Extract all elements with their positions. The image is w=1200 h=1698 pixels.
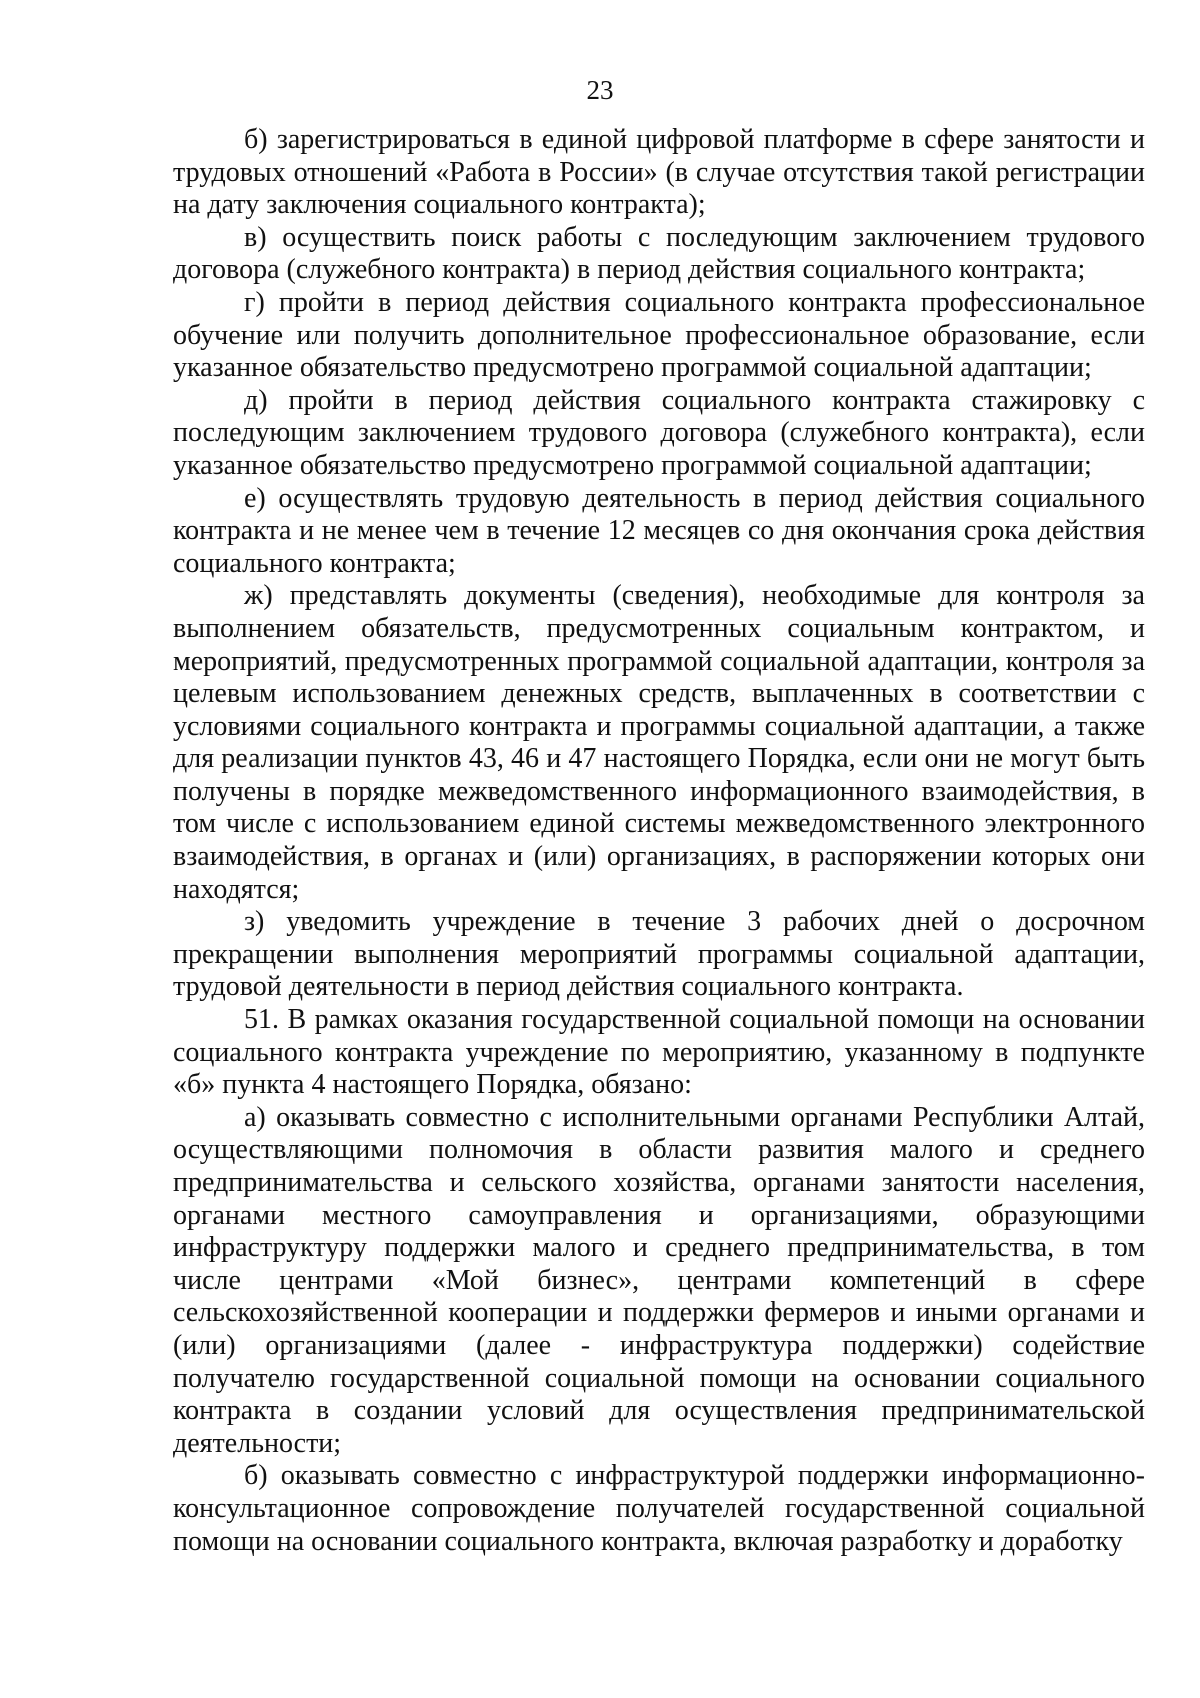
paragraph-item-g: г) пройти в период действия социального контракта профессиональное обучение или получить дополнительное профессиональное образование, если указанное обязательство предусмотрено программой социальной адаптации; (173, 286, 1145, 384)
paragraph-section-51-item-a: а) оказывать совместно с исполнительными органами Республики Алтай, осуществляющими полномочия в области развития малого и среднего предпринимательства и сельского хозяйства, органами занятости населения, органами местного самоуправления и организациями, образующими инфраструктуру поддержки малого и среднего предпринимательства, в том числе центрами «Мой бизнес», центрами компетенций в сфере сельскохозяйственной кооперации и поддержки фермеров и иными органами и (или) организациями (далее - инфраструктура поддержки) содействие получателю государственной социальной помощи на основании социального контракта в создании условий для осуществления предпринимательской деятельности; (173, 1101, 1145, 1459)
paragraph-item-d: д) пройти в период действия социального контракта стажировку с последующим заключением трудового договора (служебного контракта), если указанное обязательство предусмотрено программой социальной адаптации; (173, 384, 1145, 481)
paragraph-item-z: з) уведомить учреждение в течение 3 рабочих дней о досрочном прекращении выполнения мероприятий программы социальной адаптации, трудовой деятельности в период действия социального контракта. (173, 906, 1145, 1003)
paragraph-item-zh: ж) представлять документы (сведения), необходимые для контроля за выполнением обязательств, предусмотренных социальным контрактом, и мероприятий, предусмотренных программой социальной адаптации, контроля за целевым использованием денежных средств, выплаченных в соответствии с условиями социального контракта и программы социальной адаптации, а также для реализации пунктов 43, 46 и 47 настоящего Порядка, если они не могут быть получены в порядке межведомственного информационного взаимодействия, в том числе с использованием единой системы межведомственного электронного взаимодействия, в органах и (или) организациях, в распоряжении которых они находятся; (173, 580, 1145, 905)
page-number: 23 (586, 75, 614, 105)
paragraph-section-51-item-b: б) оказывать совместно с инфраструктурой поддержки информационно-консультационное сопровождение получателей государственной социальной помощи на основании социального контракта, включая разработку и доработку (173, 1460, 1145, 1557)
paragraph-item-v: в) осуществить поиск работы с последующим заключением трудового договора (служебного контракта) в период действия социального контракта; (173, 221, 1145, 286)
paragraph-section-51: 51. В рамках оказания государственной социальной помощи на основании социального контракта учреждение по мероприятию, указанному в подпункте «б» пункта 4 настоящего Порядка, обязано: (173, 1004, 1145, 1101)
paragraph-item-e: е) осуществлять трудовую деятельность в период действия социального контракта и не менее чем в течение 12 месяцев со дня окончания срока действия социального контракта; (173, 482, 1145, 579)
document-body (173, 124, 1145, 1558)
paragraph-item-b: б) зарегистрироваться в единой цифровой платформе в сфере занятости и трудовых отношений «Работа в России» (в случае отсутствия такой регистрации на дату заключения социального контракта); (173, 124, 1145, 221)
